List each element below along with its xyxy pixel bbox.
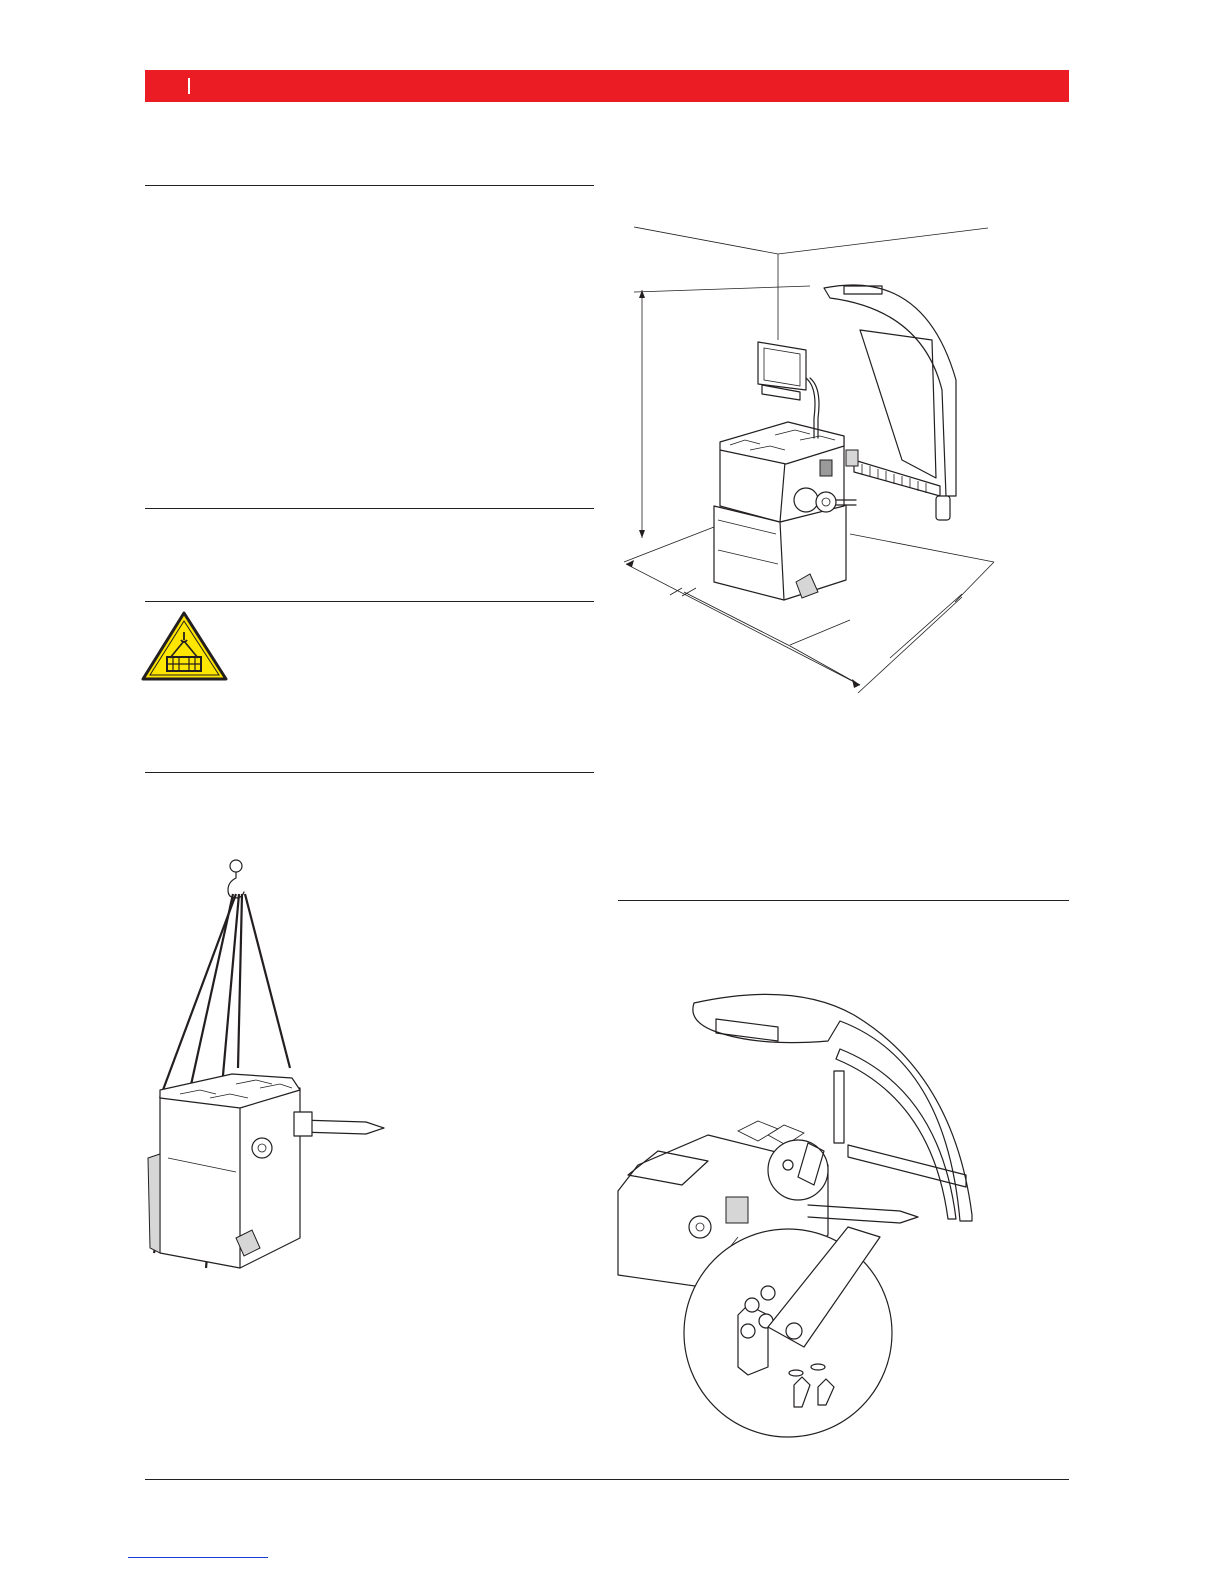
lifting-diagram: [140, 858, 400, 1278]
header-bar: [145, 70, 1069, 102]
installation-space-diagram: [610, 210, 1010, 700]
section-rule-3: [145, 601, 594, 602]
hood-mounting-diagram: [618, 975, 978, 1445]
header-divider: [188, 78, 190, 94]
section-rule-2: [145, 508, 594, 509]
section-rule-right: [618, 900, 1069, 901]
section-rule-1: [145, 185, 594, 186]
suspended-load-warning-icon: [140, 610, 230, 682]
footer-rule: [145, 1479, 1069, 1480]
section-rule-4: [145, 772, 594, 773]
footer-link-underline[interactable]: [128, 1557, 268, 1558]
